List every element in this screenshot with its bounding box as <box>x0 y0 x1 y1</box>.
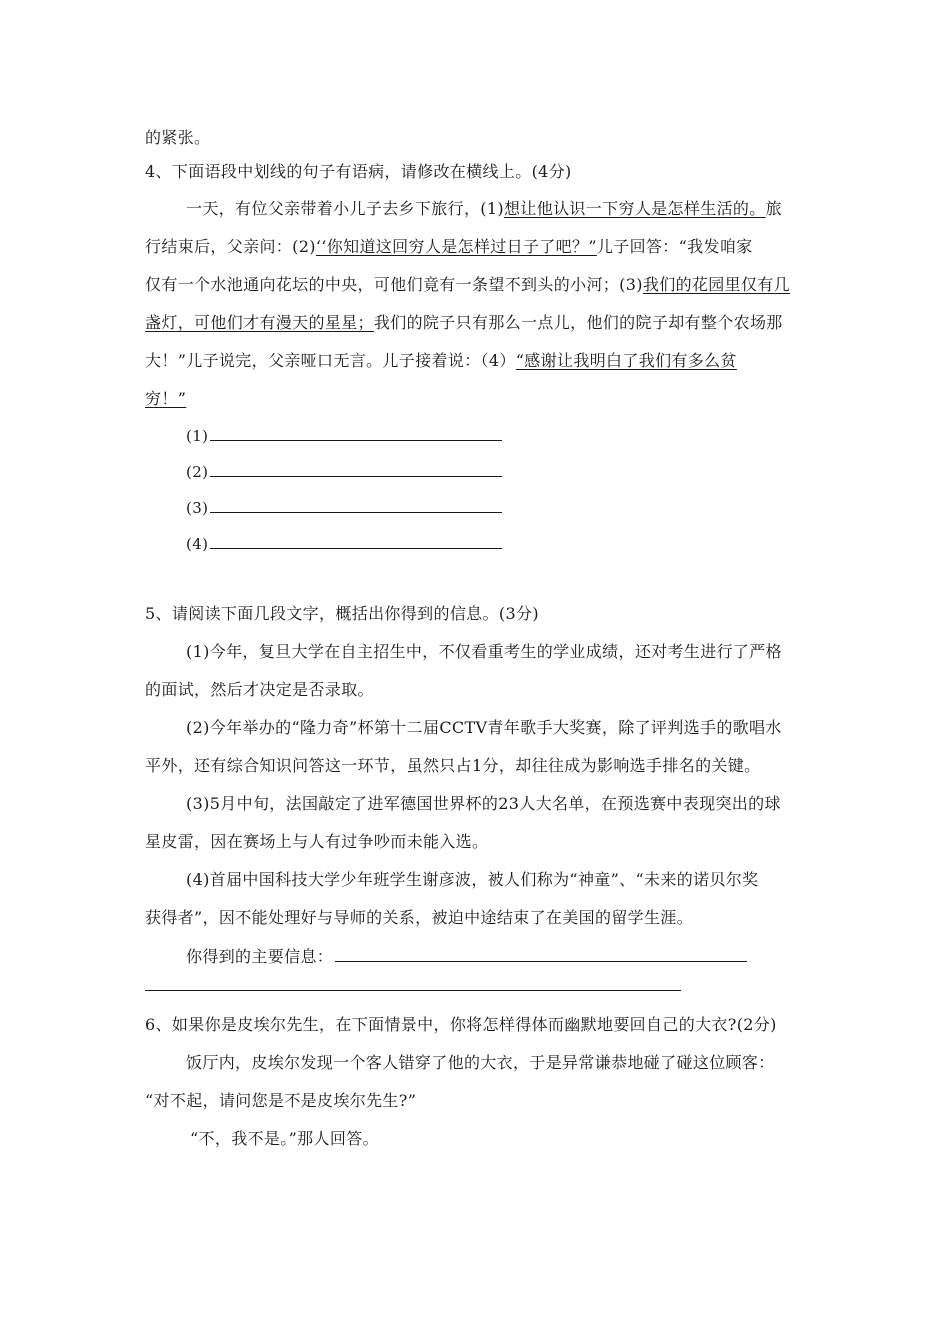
q4-text: 一天，有位父亲带着小儿子去乡下旅行，(1) <box>186 199 505 218</box>
answer-blank-2[interactable] <box>186 460 502 483</box>
q5-item-2-line-2: 平外，还有综合知识问答这一环节，虽然只占1分，却往往成为影响选手排名的关键。 <box>145 756 761 775</box>
blank-label: (2) <box>186 463 209 481</box>
q6-scene-line-2: “对不起，请问您是不是皮埃尔先生?” <box>145 1091 417 1110</box>
q5-item-2-line-1: (2)今年举办的“隆力奇”杯第十二届CCTV青年歌手大奖赛，除了评判选手的歌唱水 <box>186 718 782 737</box>
q4-underlined-sentence-2: ‘‘你知道这回穷人是怎样过日子了吧？” <box>315 237 597 256</box>
q5-item-1-line-1: (1)今年，复旦大学在自主招生中，不仅看重考生的学业成绩，还对考生进行了严格 <box>186 642 782 661</box>
blank-label: (4) <box>186 535 209 553</box>
answer-blank-1[interactable] <box>186 424 502 447</box>
q4-paragraph-line-5 <box>145 350 737 372</box>
blank-line <box>210 496 502 513</box>
q5-item-1-line-2: 的面试，然后才决定是否录取。 <box>145 680 374 699</box>
q4-text: 旅 <box>765 199 782 218</box>
blank-line <box>210 460 502 477</box>
q4-underlined-sentence-1: 想让他认识一下穷人是怎样生活的。 <box>504 199 766 218</box>
q4-paragraph-line-1 <box>186 198 782 220</box>
answer-blank-3[interactable] <box>186 496 502 519</box>
q4-text: 大！”儿子说完，父亲哑口无言。儿子接着说：（4） <box>145 351 516 370</box>
q5-item-3-line-2: 星皮雷，因在赛场上与人有过争吵而未能入选。 <box>145 832 489 851</box>
q4-text: 我们的院子只有那么一点儿，他们的院子却有整个农场那 <box>373 313 783 332</box>
question-5-title: 5、请阅读下面几段文字，概括出你得到的信息。(3分) <box>145 604 539 623</box>
q4-text: 儿子回答：“我发咱家 <box>596 237 753 256</box>
q4-underlined-sentence-3a: 我们的花园里仅有几 <box>642 275 791 294</box>
q4-underlined-sentence-4b: 穷！” <box>145 389 187 408</box>
blank-line <box>210 424 502 441</box>
q6-scene-line-3: “不，我不是。”那人回答。 <box>190 1129 379 1148</box>
q5-answer-line-2[interactable] <box>145 990 681 991</box>
q4-paragraph-line-3 <box>145 274 790 296</box>
q4-text: 仅有一个水池通向花坛的中央，可他们竟有一条望不到头的小河；(3) <box>145 275 643 294</box>
q5-answer-label: 你得到的主要信息： <box>186 947 334 966</box>
q4-paragraph-line-2 <box>145 236 753 258</box>
q6-scene-line-1: 饭厅内，皮埃尔发现一个客人错穿了他的大衣，于是异常谦恭地碰了碰这位顾客： <box>186 1053 775 1072</box>
question-6-title: 6、如果你是皮埃尔先生，在下面情景中，你将怎样得体而幽默地要回自己的大衣?(2分) <box>145 1015 777 1034</box>
answer-blank-4[interactable] <box>186 532 502 555</box>
question-4-title: 4、下面语段中划线的句子有语病，请修改在横线上。(4分) <box>145 162 572 181</box>
q5-answer-field[interactable] <box>186 945 747 968</box>
q4-paragraph-line-6 <box>145 388 186 410</box>
q4-underlined-sentence-4a: “感谢让我明白了我们有多么贫 <box>515 351 737 370</box>
q5-item-4-line-1: (4)首届中国科技大学少年班学生谢彦波，被人们称为“神童”、“未来的诺贝尔奖 <box>186 870 759 889</box>
q4-paragraph-line-4 <box>145 312 783 334</box>
q5-item-4-line-2: 获得者”，因不能处理好与导师的关系，被迫中途结束了在美国的留学生涯。 <box>145 908 694 927</box>
blank-line <box>335 945 747 962</box>
q4-underlined-sentence-3b: 盏灯，可他们才有漫天的星星； <box>145 313 374 332</box>
blank-label: (3) <box>186 499 209 517</box>
q5-item-3-line-1: (3)5月中旬，法国敲定了进军德国世界杯的23人大名单，在预选赛中表现突出的球 <box>186 794 781 813</box>
blank-line <box>210 532 502 549</box>
q4-text: 行结束后，父亲问：(2) <box>145 237 316 256</box>
intro-tail-text: 的紧张。 <box>145 128 211 147</box>
blank-label: (1) <box>186 427 209 445</box>
